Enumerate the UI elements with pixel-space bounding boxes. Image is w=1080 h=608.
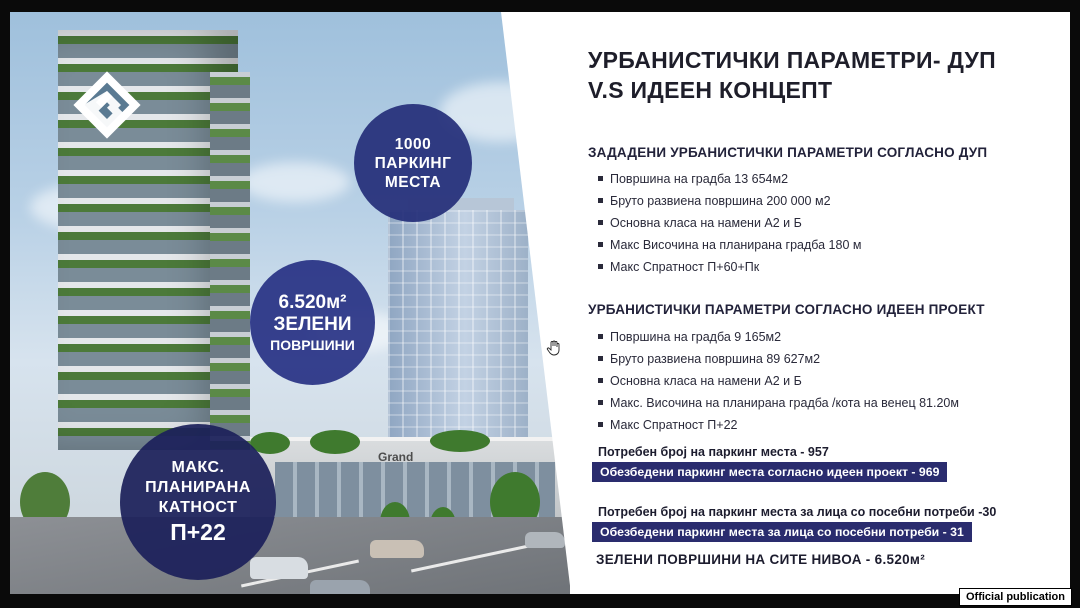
project-section-title: УРБАНИСТИЧКИ ПАРАМЕТРИ СОГЛАСНО ИДЕЕН ПРОЕКТ: [588, 302, 985, 317]
presentation-slide: [10, 12, 1070, 594]
project-parameters-list: [598, 326, 959, 436]
list-item: Основна класа на намени А2 и Б: [598, 370, 959, 392]
list-item: Површина на градба 9 165м2: [598, 326, 959, 348]
slide-title-line1: УРБАНИСТИЧКИ ПАРАМЕТРИ- ДУП: [588, 47, 996, 73]
dup-parameters-list: [598, 168, 861, 278]
list-item: Макс Височина на планирана градба 180 м: [598, 234, 861, 256]
bubble-parking-label: ПАРКИНГ: [374, 154, 452, 172]
slide-title: [588, 45, 1068, 105]
parking-spaces-bubble: [354, 104, 472, 222]
max-floors-bubble: [120, 424, 276, 580]
list-item: Бруто развиена површина 200 000 м2: [598, 190, 861, 212]
list-item: Макс Спратност П+60+Пк: [598, 256, 861, 278]
bubble-floors-line2: ПЛАНИРАНА: [145, 479, 251, 496]
bubble-green-label: ЗЕЛЕНИ: [273, 313, 352, 335]
list-item: Површина на градба 13 654м2: [598, 168, 861, 190]
bubble-green-unit: ПОВРШИНИ: [270, 336, 355, 353]
list-item: Макс. Височина на планирана градба /кота на венец 81.20м: [598, 392, 959, 414]
parameters-panel: [580, 12, 1070, 594]
parking-required: Потребен број на паркинг места - 957: [598, 445, 829, 459]
hand-cursor-icon: [546, 340, 562, 356]
bubble-floors-line1: МАКС.: [171, 459, 225, 476]
official-publication-badge: Official publication: [959, 588, 1072, 606]
special-parking-provided: Обезбедени паркинг места за лица со посебни потреби - 31: [592, 522, 972, 542]
bubble-parking-unit: МЕСТА: [384, 173, 442, 191]
bubble-green-value: 6.520м²: [278, 291, 347, 313]
green-areas-total: ЗЕЛЕНИ ПОВРШИНИ НА СИТЕ НИВОА - 6.520м²: [596, 552, 926, 567]
bubble-floors-value: П+22: [170, 519, 226, 545]
bubble-floors-line3: КАТНОСТ: [158, 499, 238, 516]
green-tower-side: [210, 72, 250, 450]
glass-tower: [388, 210, 528, 440]
dup-section-title: ЗАДАДЕНИ УРБАНИСТИЧКИ ПАРАМЕТРИ СОГЛАСНО ДУП: [588, 145, 988, 160]
podium-facade: [275, 462, 555, 517]
architectural-render: [10, 12, 570, 594]
parking-provided: Обезбедени паркинг места согласно идеен проект - 969: [592, 462, 947, 482]
list-item: Бруто развиена површина 89 627м2: [598, 348, 959, 370]
list-item: Основна класа на намени А2 и Б: [598, 212, 861, 234]
bubble-parking-number: 1000: [394, 135, 432, 153]
green-areas-bubble: [250, 260, 375, 385]
list-item: Макс Спратност П+22: [598, 414, 959, 436]
grand-sign: Grand: [378, 450, 414, 464]
special-parking-required: Потребен број на паркинг места за лица со посебни потреби -30: [598, 505, 997, 519]
grand-g-logo-icon: [72, 70, 142, 140]
slide-title-line2: V.S ИДЕЕН КОНЦЕПТ: [588, 77, 833, 103]
